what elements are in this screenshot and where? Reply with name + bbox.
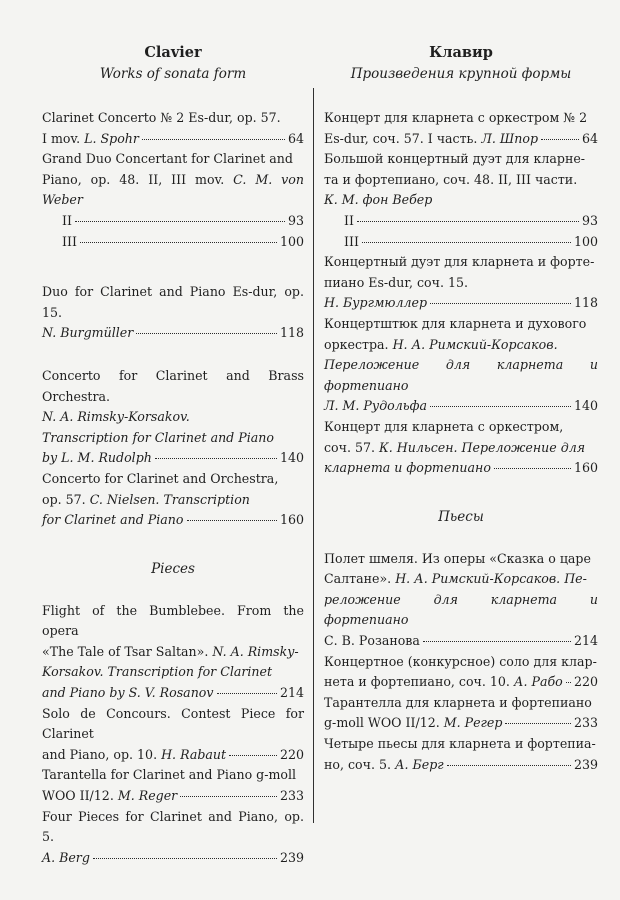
entry-leader-line bbox=[324, 293, 598, 314]
entry-leader-line: WOO II/12. M. Reger 233 bbox=[42, 786, 304, 807]
entry-leader-line bbox=[42, 848, 304, 869]
piece-shmel bbox=[324, 549, 598, 652]
entry-author: H. Rabaut bbox=[161, 746, 227, 762]
dot-leader bbox=[362, 242, 571, 243]
entry-author: L. Spohr bbox=[84, 130, 139, 146]
page-number: 118 bbox=[279, 325, 304, 341]
piece-rabaut bbox=[42, 704, 304, 766]
column-divider bbox=[313, 88, 314, 823]
contents-english bbox=[42, 42, 304, 868]
heading-klavir: Клавир bbox=[429, 44, 493, 61]
entry-line: Solo de Concours. Contest Piece for Clarinet bbox=[42, 705, 304, 742]
piece-reger-ru bbox=[324, 693, 598, 734]
page-number: 239 bbox=[279, 849, 304, 865]
entry-line: Концертное (конкурсное) соло для клар- bbox=[324, 653, 597, 669]
entry-burgmuller-ru bbox=[324, 252, 598, 314]
page-number: 214 bbox=[573, 633, 598, 649]
entry-leader-line: Л. М. Рудольфа 140 bbox=[324, 396, 598, 417]
entry-line: op. 57. C. Nielsen. Transcription bbox=[42, 491, 250, 507]
piece-bumblebee bbox=[42, 601, 304, 704]
page-number: 239 bbox=[573, 756, 598, 772]
dot-leader bbox=[430, 303, 571, 304]
entry-leader-line: by L. M. Rudolph 140 bbox=[42, 448, 304, 469]
dot-leader bbox=[75, 221, 285, 222]
heading-pieces: Pieces bbox=[151, 560, 195, 577]
page-number: 140 bbox=[573, 398, 598, 414]
dot-leader bbox=[430, 406, 571, 407]
entry-line: «The Tale of Tsar Saltan». N. A. Rimsky- bbox=[42, 643, 299, 659]
entry-veber bbox=[324, 149, 598, 252]
subheading-sonata-form: Works of sonata form bbox=[99, 66, 247, 82]
subheading-large-form: Произведения крупной формы bbox=[350, 66, 572, 82]
entry-nielsen-ru bbox=[324, 417, 598, 479]
page-number: 64 bbox=[581, 130, 598, 146]
piece-rabo bbox=[324, 652, 598, 693]
dot-leader bbox=[229, 755, 277, 756]
entry-leader-line: and Piano by S. V. Rosanov 214 bbox=[42, 683, 304, 704]
entry-leader-line: and Piano, op. 10. H. Rabaut 220 bbox=[42, 745, 304, 766]
page-number: 118 bbox=[573, 295, 598, 311]
entry-spohr bbox=[42, 108, 304, 149]
entry-line: Четыре пьесы для кларнета и фортепиа- bbox=[324, 736, 596, 752]
page-number: 93 bbox=[581, 212, 598, 228]
entry-burgmuller bbox=[42, 282, 304, 344]
entry-author: А. Рабо bbox=[513, 674, 563, 690]
heading-pesy: Пьесы bbox=[438, 508, 484, 525]
dot-leader bbox=[505, 723, 571, 724]
dot-leader bbox=[136, 333, 277, 334]
entry-line: Полет шмеля. Из оперы «Сказка о царе bbox=[324, 550, 591, 566]
entry-line: пиано Es-dur, соч. 15. bbox=[324, 274, 468, 290]
page-number: 220 bbox=[279, 746, 304, 762]
entry-leader-line: g-moll WOO II/12. М. Регер 233 bbox=[324, 713, 598, 734]
entry-line: Four Pieces for Clarinet and Piano, op. 5. bbox=[42, 808, 304, 845]
entry-leader-line: III 100 bbox=[324, 232, 598, 253]
dot-leader bbox=[217, 693, 277, 694]
page-number: 93 bbox=[287, 212, 304, 228]
entry-line: соч. 57. К. Нильсен. Переложение для bbox=[324, 439, 586, 455]
dot-leader bbox=[447, 765, 571, 766]
dot-leader bbox=[494, 468, 571, 469]
contents-russian bbox=[324, 42, 598, 775]
dot-leader bbox=[80, 242, 277, 243]
entry-leader-line: кларнета и фортепиано 160 bbox=[324, 458, 598, 479]
page-number: 233 bbox=[573, 715, 598, 731]
page-number: 214 bbox=[279, 685, 304, 701]
entry-leader-line: II 93 bbox=[324, 211, 598, 232]
entry-author: A. Berg bbox=[42, 849, 90, 865]
entry-line: Тарантелла для кларнета и фортепиано bbox=[324, 694, 592, 710]
page-number: 160 bbox=[573, 460, 598, 476]
dot-leader bbox=[187, 520, 277, 521]
entry-line: Transcription for Clarinet and Piano bbox=[42, 429, 274, 445]
entry-leader-line: for Clarinet and Piano 160 bbox=[42, 510, 304, 531]
entry-author: N. Burgmüller bbox=[42, 325, 134, 341]
entry-line: Салтане». Н. А. Римский-Корсаков. Пе- bbox=[324, 571, 587, 587]
entry-leader-line: III 100 bbox=[42, 232, 304, 253]
entry-line: оркестра. Н. А. Римский-Корсаков. bbox=[324, 336, 558, 352]
entry-line: Duo for Clarinet and Piano Es-dur, op. 15. bbox=[42, 284, 304, 320]
entry-shpor bbox=[324, 108, 598, 149]
entry-leader-line bbox=[42, 129, 304, 150]
entry-text: I mov. bbox=[42, 130, 85, 146]
entry-nielsen bbox=[42, 469, 304, 531]
entry-author: А. Берг bbox=[394, 756, 444, 772]
entry-leader-line: нета и фортепиано, соч. 10. А. Рабо 220 bbox=[324, 672, 598, 693]
heading-clavier: Clavier bbox=[144, 44, 202, 61]
entry-leader-line: Es-dur, соч. 57. I часть. Л. Шпор 64 bbox=[324, 129, 598, 150]
page-number: 64 bbox=[287, 130, 304, 146]
dot-leader bbox=[357, 221, 579, 222]
page-number: 140 bbox=[279, 450, 304, 466]
piece-berg bbox=[42, 807, 304, 869]
entry-leader-line: II 93 bbox=[42, 211, 304, 232]
entry-author: М. Регер bbox=[443, 715, 503, 731]
entry-line: Концерт для кларнета с оркестром, bbox=[324, 418, 564, 434]
entry-leader-line: С. В. Розанова 214 bbox=[324, 631, 598, 652]
entry-author: N. A. Rimsky-Korsakov. bbox=[42, 409, 190, 425]
entry-line: Tarantella for Clarinet and Piano g-moll bbox=[42, 767, 297, 783]
dot-leader bbox=[142, 139, 285, 140]
entry-author: C. M. von Weber bbox=[42, 171, 304, 208]
entry-line: реложение для кларнета и фортепиано bbox=[324, 591, 598, 628]
dot-leader bbox=[155, 458, 277, 459]
entry-line: Clarinet Concerto № 2 Es-dur, op. 57. bbox=[42, 110, 281, 125]
dot-leader bbox=[566, 682, 571, 683]
entry-leader-line bbox=[42, 323, 304, 344]
page-number: 220 bbox=[573, 674, 598, 690]
entry-line: та и фортепиано, соч. 48. II, III части. bbox=[324, 171, 578, 187]
piece-berg-ru bbox=[324, 734, 598, 775]
entry-line: Flight of the Bumblebee. From the opera bbox=[42, 602, 304, 639]
entry-line: Piano, op. 48. II, III mov. C. M. von Weber bbox=[42, 171, 304, 208]
entry-line: Концерт для кларнета с оркестром № 2 bbox=[324, 110, 588, 125]
page-number: 100 bbox=[279, 233, 304, 249]
entry-line: Переложение для кларнета и фортепиано bbox=[324, 357, 598, 393]
entry-line: Концертштюк для кларнета и духового bbox=[324, 315, 587, 331]
entry-line: Korsakov. Transcription for Clarinet bbox=[42, 664, 273, 680]
dot-leader bbox=[423, 641, 571, 642]
entry-line: Концертный дуэт для кларнета и форте- bbox=[324, 254, 595, 270]
page-number: 160 bbox=[279, 512, 304, 528]
page-number: 233 bbox=[279, 788, 304, 804]
entry-line: Concerto for Clarinet and Orchestra, bbox=[42, 470, 279, 486]
entry-rimsky-korsakov bbox=[42, 366, 304, 469]
entry-korsakov-ru bbox=[324, 314, 598, 417]
entry-line: Большой концертный дуэт для кларне- bbox=[324, 151, 586, 167]
entry-author: M. Reger bbox=[117, 788, 178, 804]
entry-leader-line: но, соч. 5. А. Берг 239 bbox=[324, 755, 598, 776]
entry-author: Л. Шпор bbox=[481, 130, 539, 146]
dot-leader bbox=[180, 796, 277, 797]
dot-leader bbox=[93, 858, 277, 859]
entry-line: Concerto for Clarinet and Brass Orchestra. bbox=[42, 367, 304, 404]
entry-author: Н. Бургмюллер bbox=[324, 295, 428, 311]
piece-reger bbox=[42, 765, 304, 806]
dot-leader bbox=[541, 139, 579, 140]
entry-line: Grand Duo Concertant for Clarinet and bbox=[42, 151, 293, 167]
page-number: 100 bbox=[573, 233, 598, 249]
entry-weber bbox=[42, 149, 304, 252]
entry-author: К. М. фон Вебер bbox=[324, 192, 433, 208]
